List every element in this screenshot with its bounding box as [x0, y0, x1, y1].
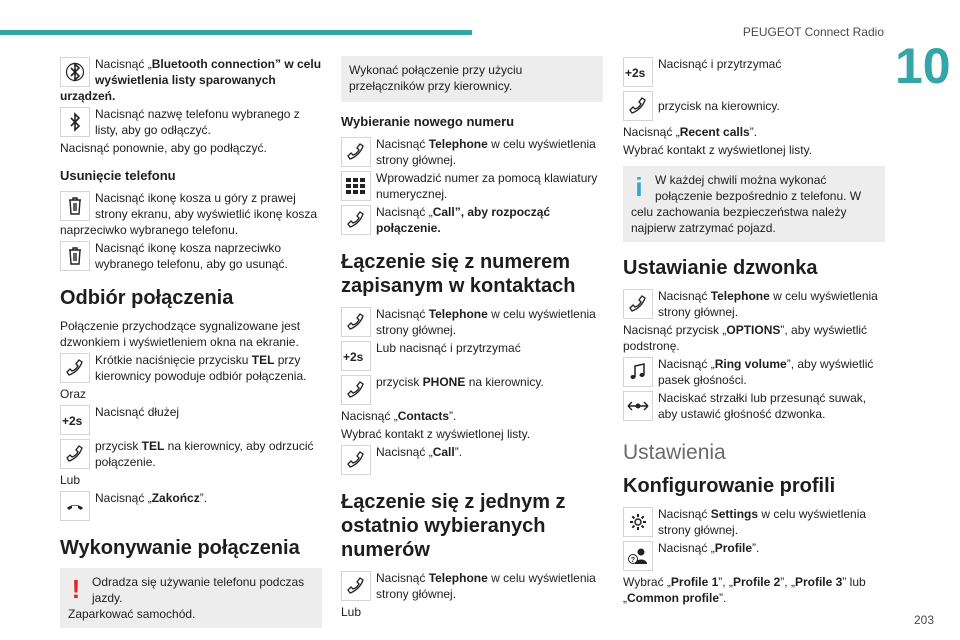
- svg-text:+2s: +2s: [343, 350, 364, 364]
- phone-icon: [623, 91, 653, 121]
- paragraph: Lub: [341, 605, 362, 619]
- text-bold: Common profile: [627, 591, 719, 605]
- instruction-row: [60, 240, 322, 272]
- heading-ringtone: Ustawianie dzwonka: [623, 257, 818, 279]
- heading-recent-numbers: Łączenie się z jednym z ostatnio wybieranych numerów: [341, 491, 566, 561]
- phone-icon: [341, 205, 371, 235]
- phone-icon: [341, 307, 371, 337]
- phone-icon: [341, 137, 371, 167]
- text: ”.: [199, 491, 208, 505]
- instruction-row: [341, 136, 603, 168]
- long-press-2s-icon: [623, 57, 653, 87]
- text: Nacisnąć: [376, 307, 429, 321]
- text-bold: Profile 2: [732, 575, 781, 589]
- svg-text:+2s: +2s: [62, 414, 83, 428]
- instruction-row: [623, 390, 885, 422]
- text: ”.: [719, 591, 727, 605]
- text: ”, „: [718, 575, 733, 589]
- trash-icon: [60, 241, 90, 271]
- warning-text: Odradza się używanie telefonu podczas jazdy.: [92, 575, 305, 605]
- text-bold: Zakończ: [151, 491, 200, 505]
- instruction-row: [623, 288, 885, 320]
- heading-make-call: Wykonywanie połączenia: [60, 537, 300, 559]
- text: Nacisnąć „: [623, 125, 680, 139]
- instruction-row: [341, 444, 603, 476]
- instruction-row: [60, 438, 322, 470]
- info-icon: i: [635, 172, 643, 202]
- text-bold: Ring volume: [714, 357, 787, 371]
- paragraph: Wybrać kontakt z wyświetlonej listy.: [341, 427, 531, 441]
- text: Nacisnąć i przytrzymać: [658, 57, 782, 71]
- text-bold: PHONE: [422, 375, 466, 389]
- gear-icon: [623, 507, 653, 537]
- text: ”.: [749, 125, 758, 139]
- instruction-row: [623, 56, 885, 88]
- heading-receive-call: Odbiór połączenia: [60, 287, 234, 309]
- paragraph: [623, 124, 885, 140]
- phone-icon: [60, 353, 90, 383]
- keypad-icon: [341, 171, 371, 201]
- instruction-row: [341, 204, 603, 236]
- info-box: [623, 166, 885, 242]
- paragraph: [623, 574, 885, 606]
- music-note-icon: [623, 357, 653, 387]
- heading-call-contact: Łączenie się z numerem zapisanym w kontaktach: [341, 251, 576, 297]
- instruction-row: [60, 352, 322, 384]
- heading-configure-profiles: Konfigurowanie profili: [623, 475, 836, 497]
- phone-icon: [60, 439, 90, 469]
- text-bold: Settings: [710, 507, 759, 521]
- instruction-row: [623, 356, 885, 388]
- instruction-row: [341, 570, 603, 602]
- svg-text:?: ?: [630, 557, 635, 564]
- text: Nacisnąć „: [376, 205, 433, 219]
- text: ”, „: [780, 575, 795, 589]
- instruction-row: [341, 306, 603, 338]
- text: przycisk: [376, 375, 423, 389]
- text-bold: Profile: [714, 541, 753, 555]
- warning-text: Zaparkować samochód.: [68, 607, 196, 621]
- text: Nacisnąć ikonę kosza naprzeciwko wybranego telefonu, aby go usunąć.: [95, 241, 288, 271]
- header-accent-bar: [0, 30, 472, 35]
- text: ”, aby wyświetlić pasek głośności.: [658, 357, 874, 387]
- paragraph: Lub: [60, 473, 81, 487]
- phone-icon: [341, 571, 371, 601]
- text: Nacisnąć „: [341, 409, 398, 423]
- note-box: [341, 56, 603, 102]
- phone-icon: [341, 445, 371, 475]
- text: Nacisnąć: [658, 507, 711, 521]
- text: Nacisnąć „: [376, 445, 433, 459]
- text: Nacisnąć przycisk „: [623, 323, 727, 337]
- text: w celu wyświetlenia strony głównej.: [376, 571, 596, 601]
- svg-text:+2s: +2s: [625, 66, 646, 80]
- text: na kierownicy, aby odrzucić połączenie.: [95, 439, 314, 469]
- text: Wybrać „: [623, 575, 671, 589]
- text: ” lub „: [623, 575, 866, 605]
- text: Naciskać strzałki lub przesunąć suwak, aby ustawić głośność dzwonka.: [658, 391, 867, 421]
- instruction-row: [341, 340, 603, 372]
- column-3: [623, 56, 885, 608]
- heading-settings: Ustawienia: [623, 441, 726, 464]
- text: Nacisnąć „: [95, 491, 152, 505]
- text-bold: Profile 3: [794, 575, 843, 589]
- text: Nacisnąć: [376, 137, 429, 151]
- text: przycisk: [95, 439, 142, 453]
- profile-icon: [623, 541, 653, 571]
- text: na kierownicy.: [465, 375, 544, 389]
- text-bold: Call”, aby rozpocząć połączenie.: [376, 205, 551, 235]
- heading-remove-phone: Usunięcie telefonu: [60, 168, 176, 183]
- note-text: Wykonać połączenie przy użyciu przełączników przy kierownicy.: [349, 63, 523, 93]
- paragraph: [341, 408, 603, 424]
- instruction-row: [60, 106, 322, 138]
- text: w celu wyświetlenia strony głównej.: [658, 507, 867, 537]
- text-bold: TEL: [251, 353, 275, 367]
- text-bold: Contacts: [397, 409, 450, 423]
- text-bold: Telephone: [428, 307, 488, 321]
- text: Nacisnąć ikonę kosza u góry z prawej strony ekranu, aby wyświetlić ikonę kosza naprzeciwko wybranego telefonu.: [60, 191, 318, 237]
- instruction-row: [623, 506, 885, 538]
- instruction-row: [60, 490, 322, 522]
- text: w celu wyświetlenia strony głównej.: [376, 307, 596, 337]
- page-number: 203: [913, 613, 934, 627]
- text: Wprowadzić numer za pomocą klawiatury numerycznej.: [376, 171, 598, 201]
- text-bold: Telephone: [428, 137, 488, 151]
- text-bold: Bluetooth connection” w celu wyświetlenia listy sparowanych urządzeń.: [60, 57, 322, 103]
- text: w celu wyświetlenia strony głównej.: [658, 289, 878, 319]
- paragraph: [623, 322, 885, 354]
- trash-icon: [60, 191, 90, 221]
- text: w celu wyświetlenia strony głównej.: [376, 137, 596, 167]
- instruction-row: [623, 540, 885, 572]
- text-bold: Recent calls: [679, 125, 750, 139]
- bluetooth-icon: [60, 107, 90, 137]
- instruction-row: [623, 90, 885, 122]
- heading-dial-new-number: Wybieranie nowego numeru: [341, 114, 515, 129]
- text-bold: OPTIONS: [726, 323, 781, 337]
- text: Nacisnąć dłużej: [95, 405, 180, 419]
- paragraph: Wybrać kontakt z wyświetlonej listy.: [623, 143, 813, 157]
- column-2: [341, 56, 603, 622]
- text: ”.: [752, 541, 760, 555]
- text: Nacisnąć: [376, 571, 429, 585]
- text: przy kierownicy powoduje odbiór połączenia.: [95, 353, 307, 383]
- text: Nacisnąć nazwę telefonu wybranego z listy, aby go odłączyć.: [95, 107, 300, 137]
- instruction-row: [341, 374, 603, 406]
- text: Nacisnąć „: [95, 57, 152, 71]
- text: Krótkie naciśnięcie przycisku: [95, 353, 252, 367]
- text: Nacisnąć „: [658, 541, 715, 555]
- chapter-number: 10: [895, 38, 951, 94]
- slider-arrows-icon: [623, 391, 653, 421]
- text-bold: Telephone: [710, 289, 770, 303]
- phone-icon: [623, 289, 653, 319]
- text: Nacisnąć „: [658, 357, 715, 371]
- bluetooth-crossed-icon: [60, 57, 90, 87]
- text-bold: Call: [432, 445, 455, 459]
- instruction-row: [341, 170, 603, 202]
- instruction-row: [60, 56, 322, 104]
- warning-icon: !: [71, 574, 81, 604]
- instruction-row: [60, 404, 322, 436]
- text: ”, aby wyświetlić podstronę.: [623, 323, 868, 353]
- text: ”.: [449, 409, 457, 423]
- column-1: [60, 56, 322, 636]
- text: Lub nacisnąć i przytrzymać: [376, 341, 521, 355]
- header-title: PEUGEOT Connect Radio: [742, 25, 884, 39]
- text-bold: Profile 1: [670, 575, 719, 589]
- text-bold: TEL: [141, 439, 165, 453]
- instruction-row: [60, 190, 322, 238]
- paragraph: Połączenie przychodzące sygnalizowane jest dzwonkiem i wyświetleniem okna na ekranie.: [60, 319, 301, 349]
- long-press-2s-icon: [341, 341, 371, 371]
- text: Nacisnąć: [658, 289, 711, 303]
- warning-box: [60, 568, 322, 628]
- text-bold: Telephone: [428, 571, 488, 585]
- paragraph: Nacisnąć ponownie, aby go podłączyć.: [60, 141, 267, 155]
- text: ”.: [454, 445, 463, 459]
- phone-icon: [341, 375, 371, 405]
- text: przycisk na kierownicy.: [658, 99, 780, 113]
- paragraph: Oraz: [60, 387, 87, 401]
- info-text: W każdej chwili można wykonać połączenie bezpośrednio z telefonu. W celu zachowania bezpieczeństwa należy najpierw zatrzymać pojazd.: [631, 173, 862, 235]
- long-press-2s-icon: [60, 405, 90, 435]
- hang-up-icon: [60, 491, 90, 521]
